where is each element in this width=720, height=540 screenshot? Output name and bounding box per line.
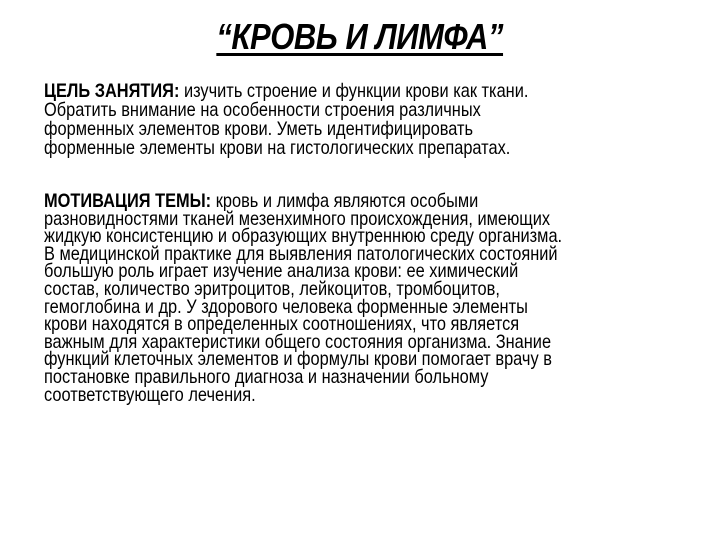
motivation-line: состав, количество эритроцитов, лейкоцитов, тромбоцитов, — [44, 277, 500, 300]
motivation-line: соответствующего лечения. — [44, 383, 256, 406]
goal-line: ЦЕЛЬ ЗАНЯТИЯ: изучить строение и функции крови как ткани. — [44, 80, 529, 102]
goal-line: Обратить внимание на особенности строения различных — [44, 99, 481, 121]
motivation-line: жидкую консистенцию и образующих внутреннюю среду организма. — [44, 225, 563, 248]
motivation-line: постановке правильного диагноза и назначении больному — [44, 365, 489, 388]
goal-line: форменные элементы крови на гистологических препаратах. — [44, 137, 511, 159]
motivation-line: функций клеточных элементов и формулы крови помогает врачу в — [44, 348, 552, 371]
motivation-line: крови находятся в определенных соотношениях, что является — [44, 313, 520, 336]
motivation-line: В медицинской практике для выявления патологических состояний — [44, 242, 558, 265]
goal-label: ЦЕЛЬ ЗАНЯТИЯ: — [44, 80, 180, 102]
motivation-paragraph — [44, 190, 563, 406]
motivation-line: большую роль играет изучение анализа крови: ее химический — [44, 260, 519, 283]
motivation-label: МОТИВАЦИЯ ТЕМЫ: — [44, 190, 212, 212]
slide-title — [0, 16, 720, 58]
slide-title-text: “КРОВЬ И ЛИМФА” — [216, 16, 504, 57]
motivation-line: важным для характеристики общего состояния организма. Знание — [44, 330, 552, 353]
goal-line: форменных элементов крови. Уметь идентифицировать — [44, 118, 474, 140]
motivation-line: гемоглобина и др. У здорового человека форменные элементы — [44, 295, 528, 318]
motivation-line: разновидностями тканей мезенхимного происхождения, имеющих — [44, 207, 551, 230]
motivation-line: МОТИВАЦИЯ ТЕМЫ: кровь и лимфа являются особыми — [44, 190, 479, 212]
goal-paragraph — [44, 82, 528, 158]
